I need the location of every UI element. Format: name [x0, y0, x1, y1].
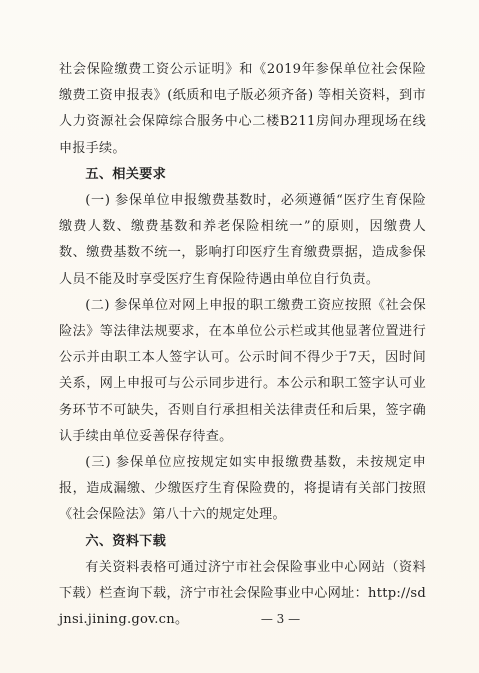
- requirement-2-paragraph: (二) 参保单位对网上申报的职工缴费工资应按照《社会保险法》等法律法规要求，在本单位公示栏或其他显著位置进行公示并由职工本人签字认可。公示时间不得少于7天，因时间关系，网上申报可与公示同步进行。本公示和职工签字认可业务环节不可缺失，否则自行承担相关法律责任和后果，签字确认手续由单位妥善保存待查。: [59, 297, 426, 444]
- requirement-1-paragraph: (一) 参保单位申报缴费基数时，必须遵循“医疗生育保险缴费人数、缴费基数和养老保险相统一”的原则，因缴费人数、缴费基数不统一，影响打印医疗生育缴费票据，造成参保人员不能及时享受医疗生育保险待遇由单位自行负责。: [59, 193, 426, 287]
- section-5-heading: 五、相关要求: [85, 166, 167, 182]
- page-number: [0, 611, 479, 627]
- section-6-heading: 六、资料下载: [85, 533, 167, 549]
- download-info-paragraph: 有关资料表格可通过济宁市社会保险事业中心网站（资料下载）栏查询下载，济宁市社会保险事业中心网址：http://sdjnsi.jining.gov.cn。: [59, 559, 426, 628]
- intro-continuation-paragraph: 社会保险缴费工资公示证明》和《2019年参保单位社会保险缴费工资申报表》(纸质和电子版必须齐备) 等相关资料，到市人力资源社会保障综合服务中心二楼B211房间办理现场在线申报手续。: [59, 62, 426, 156]
- document-body: [59, 57, 426, 633]
- page-number-text: — 3 —: [260, 612, 301, 626]
- requirement-3-paragraph: (三) 参保单位应按规定如实申报缴费基数，未按规定申报，造成漏缴、少缴医疗生育保险费的，将提请有关部门按照《社会保险法》第八十六的规定处理。: [59, 455, 426, 523]
